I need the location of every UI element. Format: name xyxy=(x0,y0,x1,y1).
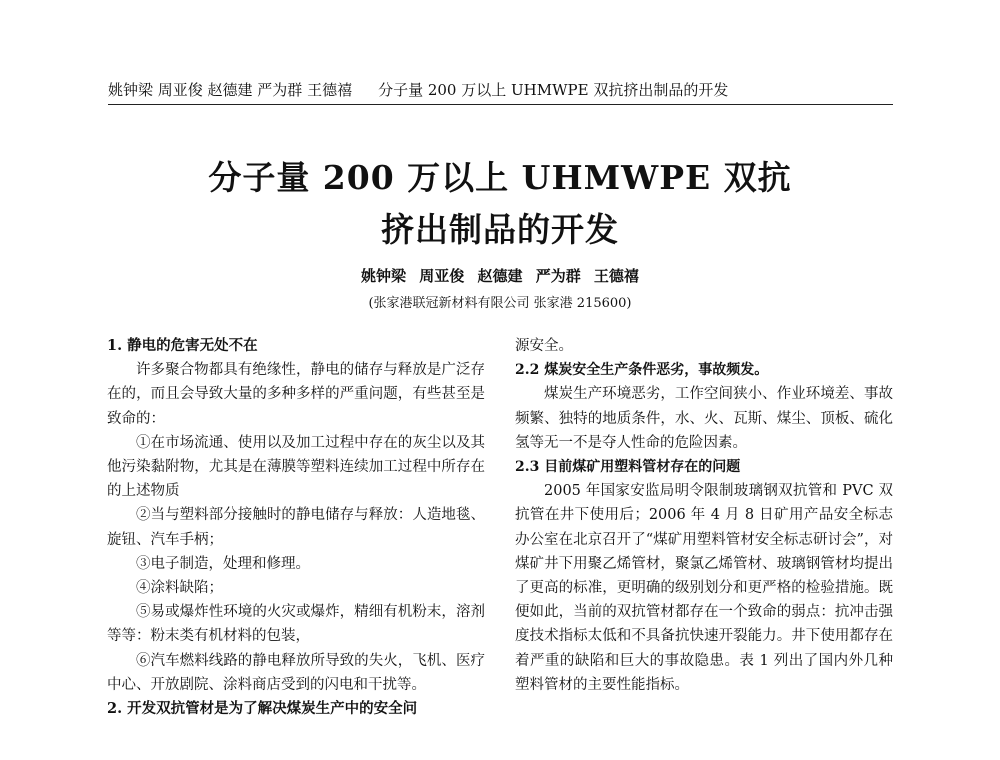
running-header-authors: 姚钟梁 周亚俊 赵德建 严为群 王德禧 xyxy=(108,81,353,99)
section-1-heading: 1. 静电的危害无处不在 xyxy=(107,337,258,354)
left-column xyxy=(107,334,485,721)
author-list: 姚钟梁 周亚俊 赵德建 严为群 王德禧 xyxy=(361,267,639,285)
paper-title-line-2: 挤出制品的开发 xyxy=(381,210,619,249)
list-item-1: ①在市场流通、使用以及加工过程中存在的灰尘以及其他污染黏附物，尤其是在薄膜等塑料连续加工过程中所存在的上述物质 xyxy=(107,434,485,500)
list-item-2: ②当与塑料部分接触时的静电储存与释放：人造地毯、旋钮、汽车手柄； xyxy=(107,507,485,548)
section-2-3-heading: 2.3 目前煤矿用塑料管材存在的问题 xyxy=(515,459,741,476)
list-item-3: ③电子制造，处理和修理。 xyxy=(136,555,310,572)
running-header xyxy=(108,80,893,105)
section-2-heading: 2. 开发双抗管材是为了解决煤炭生产中的安全问 xyxy=(107,700,418,718)
section-2-2-heading: 2.2 煤炭安全生产条件恶劣，事故频发。 xyxy=(515,362,769,379)
running-header-title: 分子量 200 万以上 UHMWPE 双抗挤出制品的开发 xyxy=(378,81,729,99)
affiliation: (张家港联冠新材料有限公司 张家港 215600) xyxy=(368,296,632,311)
right-column xyxy=(515,334,893,697)
section-1-intro: 许多聚合物都具有绝缘性，静电的储存与释放是广泛存在的，而且会导致大量的多种多样的严重问题，有些甚至是致命的： xyxy=(107,362,485,427)
continued-text: 源安全。 xyxy=(515,338,573,354)
section-2-3-body: 2005 年国家安监局明令限制玻璃钢双抗管和 PVC 双抗管在井下使用后；2006 年 4 月 8 日矿用产品安全标志办公室在北京召开了“煤矿用塑料管材安全标志研讨会”，对煤矿井下用聚乙烯管材，聚氯乙烯管材、玻璃钢管材均提出了更高的标准，更明确的级别划分和更严格的检验措施。既便如此，当前的双抗管材都存在一个致命的弱点：抗冲击强度技术指标太低和不具备抗快速开裂能力。井下使用都存在着严重的缺陷和巨大的事故隐患。表 1 列出了国内外几种塑料管材的主要性能指标。 xyxy=(515,483,893,693)
list-item-5: ⑤易或爆炸性环境的火灾或爆炸，精细有机粉末，溶剂等等：粉末类有机材料的包装， xyxy=(107,604,485,645)
paper-title-line-1: 分子量 200 万以上 UHMWPE 双抗 xyxy=(208,158,792,197)
section-2-2-body: 煤炭生产环境恶劣，工作空间狭小、作业环境差、事故频繁、独特的地质条件，水、火、瓦斯、煤尘、顶板、硫化氢等无一不是夺人性命的危险因素。 xyxy=(515,386,893,451)
list-item-6: ⑥汽车燃料线路的静电释放所导致的失火，飞机、医疗中心、开放剧院、涂料商店受到的闪电和干扰等。 xyxy=(107,652,485,693)
list-item-4: ④涂料缺陷； xyxy=(136,580,223,597)
